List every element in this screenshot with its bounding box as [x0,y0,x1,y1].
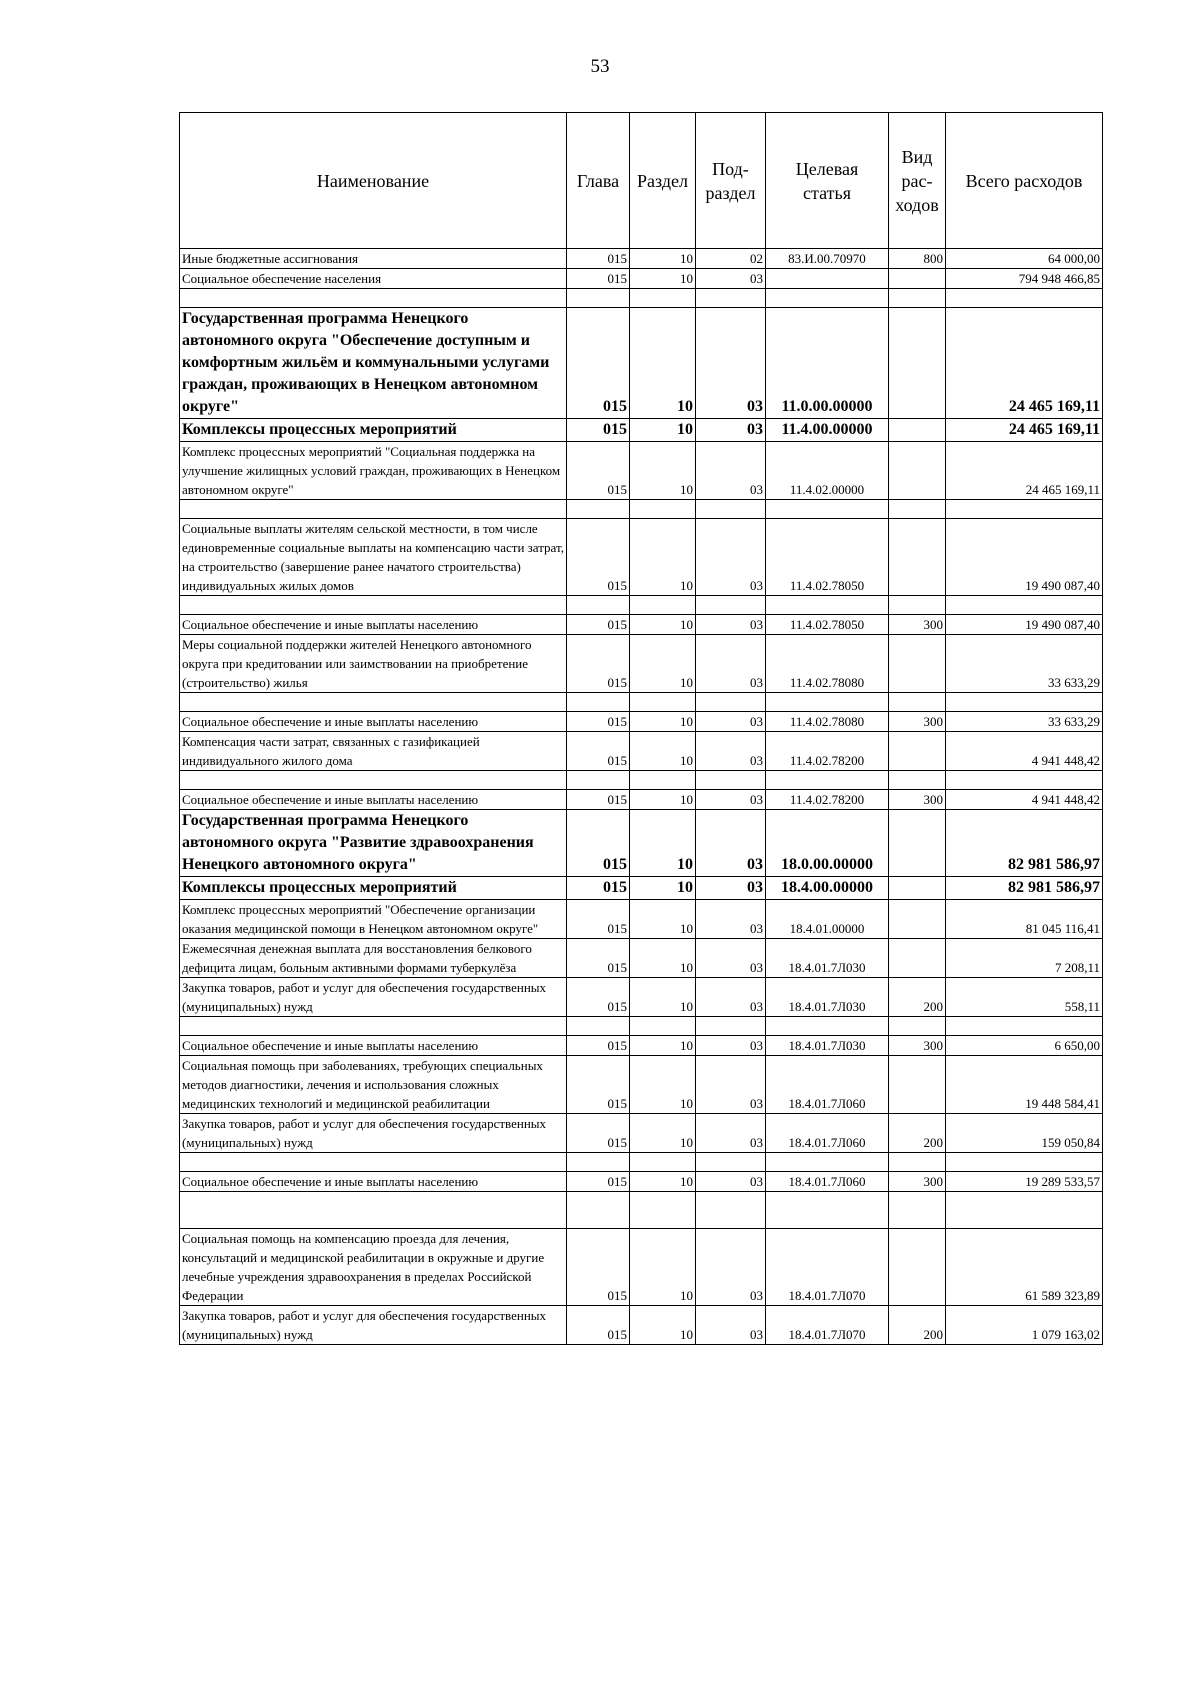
spacer-cell [567,289,630,308]
cell-total: 19 490 087,40 [946,519,1103,596]
cell-name: Закупка товаров, работ и услуг для обеспечения государственных (муниципальных) нужд [180,978,567,1017]
spacer-cell [180,500,567,519]
cell-razdel: 10 [630,1036,696,1056]
cell-glava: 015 [567,1172,630,1192]
cell-name: Социальные выплаты жителям сельской местности, в том числе единовременные социальные выплаты на компенсацию части затрат, на строительство (завершение ранее начатого строительства) индивидуальных жилых домов [180,519,567,596]
cell-statya: 11.4.00.00000 [766,419,889,442]
cell-total: 19 448 584,41 [946,1056,1103,1114]
table-row [180,1229,1103,1306]
table-row [180,877,1103,900]
spacer-cell [766,500,889,519]
table-row [180,519,1103,596]
table-row [180,249,1103,269]
cell-podrazdel: 03 [696,1172,766,1192]
cell-total: 19 289 533,57 [946,1172,1103,1192]
spacer-cell [946,1153,1103,1172]
cell-vid [889,519,946,596]
cell-podrazdel: 03 [696,615,766,635]
cell-razdel: 10 [630,249,696,269]
cell-statya: 18.4.01.7Л030 [766,1036,889,1056]
header-total: Всего расходов [946,113,1103,249]
spacer-row [180,289,1103,308]
spacer-row [180,500,1103,519]
cell-statya: 11.4.02.78050 [766,615,889,635]
cell-statya: 11.4.02.78080 [766,712,889,732]
cell-vid: 200 [889,978,946,1017]
spacer-cell [889,693,946,712]
cell-razdel: 10 [630,308,696,419]
cell-glava: 015 [567,1114,630,1153]
cell-name: Государственная программа Ненецкого автономного округа "Обеспечение доступным и комфортным жильём и коммунальными услугами граждан, проживающих в Ненецком автономном округе" [180,308,567,419]
spacer-cell [766,1192,889,1229]
spacer-cell [766,596,889,615]
header-name: Наименование [180,113,567,249]
cell-name: Закупка товаров, работ и услуг для обеспечения государственных (муниципальных) нужд [180,1114,567,1153]
cell-total: 82 981 586,97 [946,877,1103,900]
spacer-row [180,693,1103,712]
header-razdel: Раздел [630,113,696,249]
cell-name: Социальное обеспечение и иные выплаты населению [180,1036,567,1056]
cell-razdel: 10 [630,635,696,693]
spacer-row [180,771,1103,790]
cell-glava: 015 [567,877,630,900]
cell-podrazdel: 03 [696,790,766,810]
cell-total: 19 490 087,40 [946,615,1103,635]
table-row [180,615,1103,635]
cell-podrazdel: 03 [696,732,766,771]
cell-statya: 11.0.00.00000 [766,308,889,419]
spacer-cell [567,1153,630,1172]
cell-statya: 11.4.02.78050 [766,519,889,596]
cell-total: 1 079 163,02 [946,1306,1103,1345]
cell-name: Комплекс процессных мероприятий "Обеспечение организации оказания медицинской помощи в Ненецком автономном округе" [180,900,567,939]
spacer-cell [889,1192,946,1229]
cell-razdel: 10 [630,978,696,1017]
cell-total: 24 465 169,11 [946,442,1103,500]
cell-statya: 18.4.01.7Л060 [766,1056,889,1114]
cell-podrazdel: 03 [696,519,766,596]
cell-vid [889,269,946,289]
cell-glava: 015 [567,308,630,419]
cell-glava: 015 [567,732,630,771]
cell-podrazdel: 03 [696,269,766,289]
header-row [180,113,1103,249]
table-row [180,900,1103,939]
cell-total: 558,11 [946,978,1103,1017]
table-row [180,1036,1103,1056]
table-row [180,308,1103,419]
spacer-cell [766,1153,889,1172]
table-row [180,1306,1103,1345]
spacer-cell [630,289,696,308]
cell-total: 33 633,29 [946,712,1103,732]
cell-name: Социальное обеспечение и иные выплаты населению [180,1172,567,1192]
spacer-cell [180,693,567,712]
cell-glava: 015 [567,1036,630,1056]
cell-total: 64 000,00 [946,249,1103,269]
cell-statya: 18.0.00.00000 [766,810,889,877]
cell-vid [889,442,946,500]
cell-glava: 015 [567,712,630,732]
cell-total: 7 208,11 [946,939,1103,978]
cell-total: 6 650,00 [946,1036,1103,1056]
table-row [180,1056,1103,1114]
page-number: 53 [590,56,610,77]
cell-podrazdel: 03 [696,978,766,1017]
spacer-cell [180,596,567,615]
cell-total: 61 589 323,89 [946,1229,1103,1306]
spacer-cell [630,693,696,712]
cell-total: 4 941 448,42 [946,732,1103,771]
cell-glava: 015 [567,269,630,289]
cell-razdel: 10 [630,877,696,900]
cell-vid [889,308,946,419]
cell-glava: 015 [567,519,630,596]
cell-razdel: 10 [630,519,696,596]
cell-glava: 015 [567,615,630,635]
cell-statya: 18.4.01.7Л060 [766,1172,889,1192]
header-glava: Глава [567,113,630,249]
spacer-cell [567,693,630,712]
cell-podrazdel: 03 [696,419,766,442]
spacer-cell [946,1017,1103,1036]
cell-glava: 015 [567,635,630,693]
spacer-cell [889,1017,946,1036]
cell-name: Социальное обеспечение населения [180,269,567,289]
spacer-cell [180,1017,567,1036]
header-vid: Вид рас- ходов [889,113,946,249]
cell-razdel: 10 [630,712,696,732]
table-row [180,269,1103,289]
spacer-cell [766,771,889,790]
cell-podrazdel: 03 [696,1114,766,1153]
spacer-cell [889,500,946,519]
cell-name: Комплекс процессных мероприятий "Социальная поддержка на улучшение жилищных условий граждан, проживающих в Ненецком автономном округе" [180,442,567,500]
spacer-cell [696,693,766,712]
cell-razdel: 10 [630,1229,696,1306]
spacer-cell [180,289,567,308]
spacer-cell [180,771,567,790]
cell-podrazdel: 03 [696,1056,766,1114]
cell-total: 24 465 169,11 [946,419,1103,442]
cell-glava: 015 [567,419,630,442]
cell-podrazdel: 03 [696,1036,766,1056]
table-row [180,1172,1103,1192]
cell-razdel: 10 [630,732,696,771]
cell-glava: 015 [567,249,630,269]
cell-razdel: 10 [630,1114,696,1153]
cell-podrazdel: 03 [696,810,766,877]
cell-podrazdel: 03 [696,712,766,732]
cell-vid: 200 [889,1306,946,1345]
cell-total: 794 948 466,85 [946,269,1103,289]
spacer-row [180,596,1103,615]
spacer-cell [180,1153,567,1172]
spacer-cell [696,1153,766,1172]
cell-podrazdel: 03 [696,1306,766,1345]
cell-vid: 200 [889,1114,946,1153]
cell-statya: 11.4.02.78080 [766,635,889,693]
spacer-cell [889,1153,946,1172]
cell-total: 159 050,84 [946,1114,1103,1153]
spacer-cell [946,596,1103,615]
spacer-cell [946,289,1103,308]
header-statya: Целевая статья [766,113,889,249]
cell-vid: 300 [889,1172,946,1192]
cell-name: Социальное обеспечение и иные выплаты населению [180,615,567,635]
spacer-cell [630,1192,696,1229]
cell-razdel: 10 [630,1056,696,1114]
cell-total: 82 981 586,97 [946,810,1103,877]
header-podrazdel: Под- раздел [696,113,766,249]
cell-podrazdel: 02 [696,249,766,269]
cell-vid [889,732,946,771]
spacer-cell [766,693,889,712]
spacer-cell [889,771,946,790]
cell-vid: 300 [889,1036,946,1056]
spacer-cell [696,289,766,308]
cell-glava: 015 [567,1056,630,1114]
spacer-cell [946,500,1103,519]
cell-razdel: 10 [630,615,696,635]
cell-glava: 015 [567,939,630,978]
cell-vid [889,635,946,693]
spacer-cell [567,500,630,519]
cell-glava: 015 [567,1306,630,1345]
cell-razdel: 10 [630,442,696,500]
cell-name: Комплексы процессных мероприятий [180,877,567,900]
cell-vid [889,939,946,978]
cell-podrazdel: 03 [696,308,766,419]
cell-statya: 18.4.01.7Л060 [766,1114,889,1153]
spacer-cell [946,1192,1103,1229]
spacer-cell [567,1017,630,1036]
cell-vid [889,419,946,442]
cell-name: Ежемесячная денежная выплата для восстановления белкового дефицита лицам, больным активными формами туберкулёза [180,939,567,978]
cell-glava: 015 [567,900,630,939]
spacer-cell [567,771,630,790]
spacer-row [180,1017,1103,1036]
cell-podrazdel: 03 [696,877,766,900]
cell-statya: 11.4.02.78200 [766,732,889,771]
table-row [180,732,1103,771]
spacer-cell [946,693,1103,712]
spacer-cell [946,771,1103,790]
cell-total: 4 941 448,42 [946,790,1103,810]
cell-glava: 015 [567,810,630,877]
cell-razdel: 10 [630,790,696,810]
spacer-cell [766,1017,889,1036]
cell-razdel: 10 [630,1306,696,1345]
spacer-cell [696,596,766,615]
cell-razdel: 10 [630,810,696,877]
table-row [180,712,1103,732]
cell-podrazdel: 03 [696,900,766,939]
cell-name: Иные бюджетные ассигнования [180,249,567,269]
spacer-cell [180,1192,567,1229]
spacer-cell [630,1017,696,1036]
cell-glava: 015 [567,790,630,810]
cell-razdel: 10 [630,419,696,442]
table-row [180,939,1103,978]
spacer-cell [630,771,696,790]
cell-name: Социальная помощь на компенсацию проезда для лечения, консультаций и медицинской реабилитации в окружные и другие лечебные учреждения здравоохранения в пределах Российской Федерации [180,1229,567,1306]
spacer-cell [766,289,889,308]
spacer-cell [567,596,630,615]
cell-name: Социальная помощь при заболеваниях, требующих специальных методов диагностики, лечения и использования сложных медицинских технологий и медицинской реабилитации [180,1056,567,1114]
cell-statya: 11.4.02.78200 [766,790,889,810]
cell-podrazdel: 03 [696,635,766,693]
cell-total: 81 045 116,41 [946,900,1103,939]
cell-name: Закупка товаров, работ и услуг для обеспечения государственных (муниципальных) нужд [180,1306,567,1345]
table-row [180,1114,1103,1153]
cell-razdel: 10 [630,269,696,289]
budget-table [179,112,1103,1345]
cell-vid: 300 [889,615,946,635]
cell-vid: 300 [889,790,946,810]
cell-statya: 18.4.01.7Л070 [766,1229,889,1306]
cell-statya: 18.4.01.7Л030 [766,978,889,1017]
cell-name: Меры социальной поддержки жителей Ненецкого автономного округа при кредитовании или заимствовании на приобретение (строительство) жилья [180,635,567,693]
table-row [180,442,1103,500]
spacer-row [180,1192,1103,1229]
spacer-cell [696,1192,766,1229]
spacer-cell [567,1192,630,1229]
cell-statya: 18.4.01.00000 [766,900,889,939]
cell-name: Государственная программа Ненецкого автономного округа "Развитие здравоохранения Ненецкого автономного округа" [180,810,567,877]
spacer-cell [696,771,766,790]
spacer-cell [696,500,766,519]
cell-statya: 18.4.01.7Л070 [766,1306,889,1345]
cell-vid [889,1229,946,1306]
table-row [180,635,1103,693]
cell-vid [889,1056,946,1114]
spacer-cell [630,500,696,519]
cell-total: 33 633,29 [946,635,1103,693]
cell-statya [766,269,889,289]
spacer-cell [630,1153,696,1172]
cell-statya: 18.4.01.7Л030 [766,939,889,978]
cell-podrazdel: 03 [696,939,766,978]
spacer-cell [889,289,946,308]
cell-vid: 800 [889,249,946,269]
table-body [180,249,1103,1345]
cell-vid [889,900,946,939]
cell-name: Компенсация части затрат, связанных с газификацией индивидуального жилого дома [180,732,567,771]
cell-podrazdel: 03 [696,1229,766,1306]
spacer-cell [630,596,696,615]
cell-razdel: 10 [630,900,696,939]
spacer-cell [696,1017,766,1036]
spacer-row [180,1153,1103,1172]
cell-razdel: 10 [630,1172,696,1192]
cell-name: Социальное обеспечение и иные выплаты населению [180,790,567,810]
table-row [180,978,1103,1017]
cell-vid: 300 [889,712,946,732]
cell-statya: 11.4.02.00000 [766,442,889,500]
table-row [180,419,1103,442]
cell-statya: 18.4.00.00000 [766,877,889,900]
table-row [180,790,1103,810]
cell-vid [889,810,946,877]
cell-vid [889,877,946,900]
cell-razdel: 10 [630,939,696,978]
cell-name: Комплексы процессных мероприятий [180,419,567,442]
cell-glava: 015 [567,442,630,500]
cell-glava: 015 [567,1229,630,1306]
cell-name: Социальное обеспечение и иные выплаты населению [180,712,567,732]
cell-total: 24 465 169,11 [946,308,1103,419]
spacer-cell [889,596,946,615]
cell-podrazdel: 03 [696,442,766,500]
cell-statya: 83.И.00.70970 [766,249,889,269]
table-row [180,810,1103,877]
cell-glava: 015 [567,978,630,1017]
